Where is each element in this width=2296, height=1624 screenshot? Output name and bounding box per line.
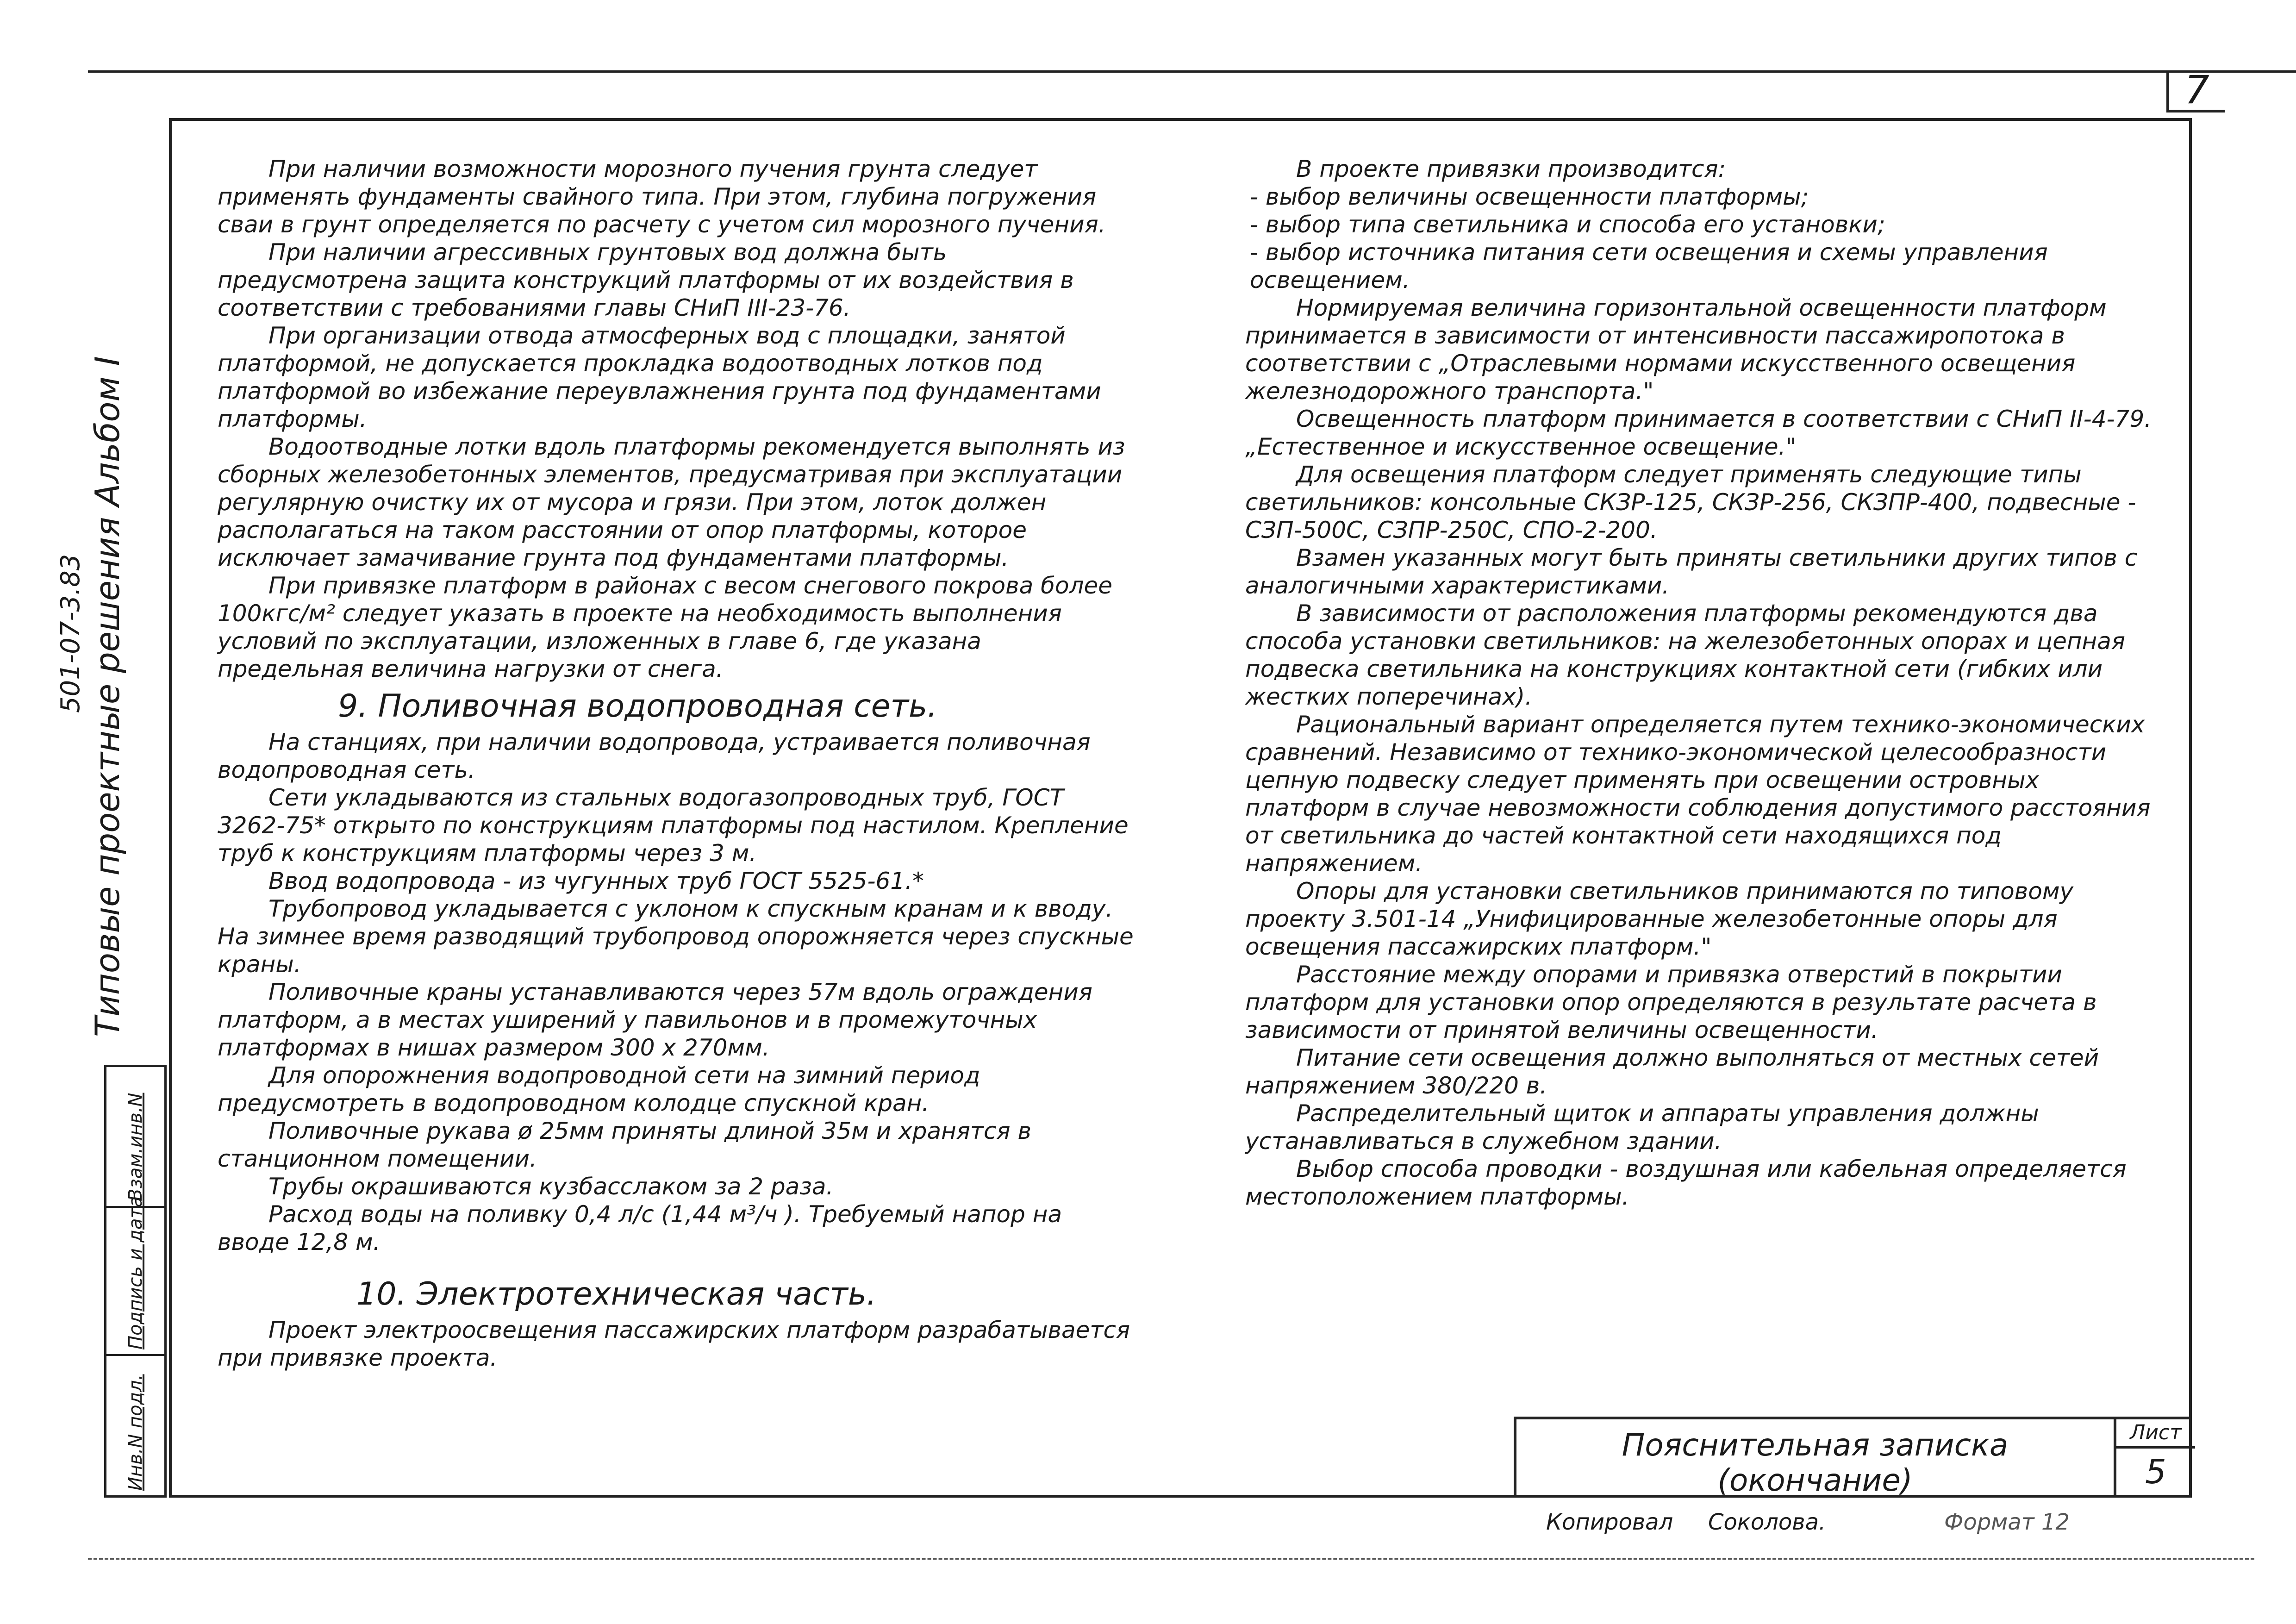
paragraph: На станциях, при наличии водопровода, устраивается поливочная водопроводная сеть. (218, 729, 1091, 783)
footer-format: Формат 12 (1944, 1509, 2070, 1535)
paragraph: В зависимости от расположения платформы рекомендуются два способа установки светильников: на железобетонных опорах и цепная подвеска светильника на конструкциях контактной сети (гибких или жестких поперечинах). (1245, 600, 2125, 710)
paragraph: Поливочные рукава ø 25мм приняты длиной 35м и хранятся в станционном помещении. (218, 1118, 1031, 1172)
title-block (1514, 1417, 2192, 1498)
stamp-label-inv-replace: Взам.инв.N (125, 1093, 146, 1201)
list-item: - выбор источника питания сети освещения и схемы управления освещением. (1250, 239, 2048, 294)
paragraph: При наличии возможности морозного пучения грунта следует применять фундаменты свайного типа. При этом, глубина погружения сваи в грунт определяется по расчету с учетом сил морозного пучения. (218, 156, 1106, 238)
stamp-label-inv-orig: Инв.N подл. (125, 1374, 146, 1491)
sheet-cell (2114, 1419, 2195, 1495)
left-text-column (218, 155, 1134, 1372)
title-block-title (1516, 1428, 2114, 1498)
title-line-1: Пояснительная записка (1622, 1427, 2009, 1463)
paragraph: При привязке платформ в районах с весом снегового покрова более 100кгс/м² следует указать в проекте на необходимость выполнения условий по эксплуатации, изложенных в главе 6, где указана предельная величина нагрузки от снега. (218, 572, 1113, 682)
margin-designation: 501-07-3.83 (56, 554, 86, 713)
paragraph: Взамен указанных могут быть приняты светильники других типов с аналогичными характеристиками. (1245, 544, 2138, 599)
title-line-2: (окончание) (1717, 1462, 1913, 1498)
paragraph: Проект электроосвещения пассажирских платформ разрабатывается при привязке проекта. (218, 1317, 1130, 1371)
paragraph: Опоры для установки светильников принимаются по типовому проекту 3.501-14 „Унифицированные железобетонные опоры для освещения пассажирских платформ." (1245, 878, 2074, 960)
intro-line: В проекте привязки производится: (1296, 156, 1726, 182)
paragraph: Нормируемая величина горизонтальной освещенности платформ принимается в зависимости от интенсивности пассажиропотока в соответствии с „Отраслевыми нормами искусственного освещения железнодорожного транспорта." (1245, 294, 2107, 405)
paragraph: Освещенность платформ принимается в соответствии с СНиП II-4-79. „Естественное и искусственное освещение." (1245, 406, 2152, 460)
bottom-rule (88, 1558, 2254, 1560)
list-item: - выбор типа светильника и способа его установки; (1250, 211, 1885, 238)
paragraph: Ввод водопровода - из чугунных труб ГОСТ 5525-61.* (268, 868, 924, 894)
footer-copied-name: Соколова. (1708, 1509, 1826, 1535)
paragraph: Водоотводные лотки вдоль платформы рекомендуется выполнять из сборных железобетонных элементов, предусматривая при эксплуатации регулярную очистку их от мусора и грязи. При этом, лоток должен располагаться на таком расстоянии от опор платформы, которое исключает замачивание грунта под фундаментами платформы. (218, 433, 1125, 571)
right-text-column (1245, 155, 2166, 1211)
top-sheet-number: 7 (2166, 70, 2225, 112)
margin-series: Типовые проектные решения Альбом I (88, 356, 127, 1037)
sheet-number: 5 (2145, 1452, 2166, 1491)
paragraph: Трубы окрашиваются кузбасслаком за 2 раза. (268, 1173, 834, 1200)
paragraph: Расход воды на поливку 0,4 л/с (1,44 м³/ч ). Требуемый напор на вводе 12,8 м. (218, 1201, 1062, 1255)
paragraph: Расстояние между опорами и привязка отверстий в покрытии платформ для установки опор определяются в результате расчета в зависимости от принятой величины освещенности. (1245, 961, 2097, 1043)
paragraph: При наличии агрессивных грунтовых вод должна быть предусмотрена защита конструкций платформы от их воздействия в соответствии с требованиями главы СНиП III-23-76. (218, 239, 1074, 321)
paragraph: Распределительный щиток и аппараты управления должны устанавливаться в служебном здании. (1245, 1100, 2039, 1155)
paragraph: Выбор способа проводки - воздушная или кабельная определяется местоположением платформы. (1245, 1156, 2127, 1210)
paragraph: Питание сети освещения должно выполняться от местных сетей напряжением 380/220 в. (1245, 1044, 2099, 1099)
list-item: - выбор величины освещенности платформы; (1250, 183, 1809, 210)
stamp-cell-inv-orig (106, 1354, 167, 1495)
paragraph: Рациональный вариант определяется путем технико-экономических сравнений. Независимо от технико-экономической целесообразности цепную подвеску следует применять при освещении островных платформ в случае невозможности соблюдения допустимого расстояния от светильника до частей контактной сети находящихся под напряжением. (1245, 711, 2151, 877)
section-10-heading: 10. Электротехническая часть. (356, 1276, 877, 1312)
top-rule (88, 70, 2296, 73)
footer-copied-label: Копировал (1546, 1509, 1673, 1535)
paragraph: Поливочные краны устанавливаются через 57м вдоль ограждения платформ, а в местах уширений у павильонов и в промежуточных платформах в нишах размером 300 х 270мм. (218, 979, 1092, 1061)
sheet-label: Лист (2116, 1419, 2195, 1449)
paragraph: Для освещения платформ следует применять следующие типы светильников: консольные СКЗР-125, СКЗР-256, СКЗПР-400, подвесные - СЗП-500С, СЗПР-250С, СПО-2-200. (1245, 461, 2136, 543)
paragraph: Сети укладываются из стальных водогазопроводных труб, ГОСТ 3262-75* открыто по конструкциям платформы под настилом. Крепление труб к конструкциям платформы через 3 м. (218, 784, 1129, 867)
paragraph: При организации отвода атмосферных вод с площадки, занятой платформой, не допускается прокладка водоотводных лотков под платформой во избежание переувлажнения грунта под фундаментами платформы. (218, 322, 1101, 432)
paragraph: Трубопровод укладывается с уклоном к спускным кранам и к вводу. На зимнее время разводящий трубопровод опорожняется через спускные краны. (218, 895, 1134, 978)
paragraph: Для опорожнения водопроводной сети на зимний период предусмотреть в водопроводном колодце спускной кран. (218, 1062, 980, 1117)
approval-stamp-strip (104, 1065, 167, 1498)
section-9-heading: 9. Поливочная водопроводная сеть. (338, 688, 937, 725)
stamp-cell-inv-replace (106, 1067, 167, 1208)
stamp-cell-sign-date (106, 1196, 167, 1356)
stamp-label-sign-date: Подпись и дата (125, 1196, 146, 1349)
